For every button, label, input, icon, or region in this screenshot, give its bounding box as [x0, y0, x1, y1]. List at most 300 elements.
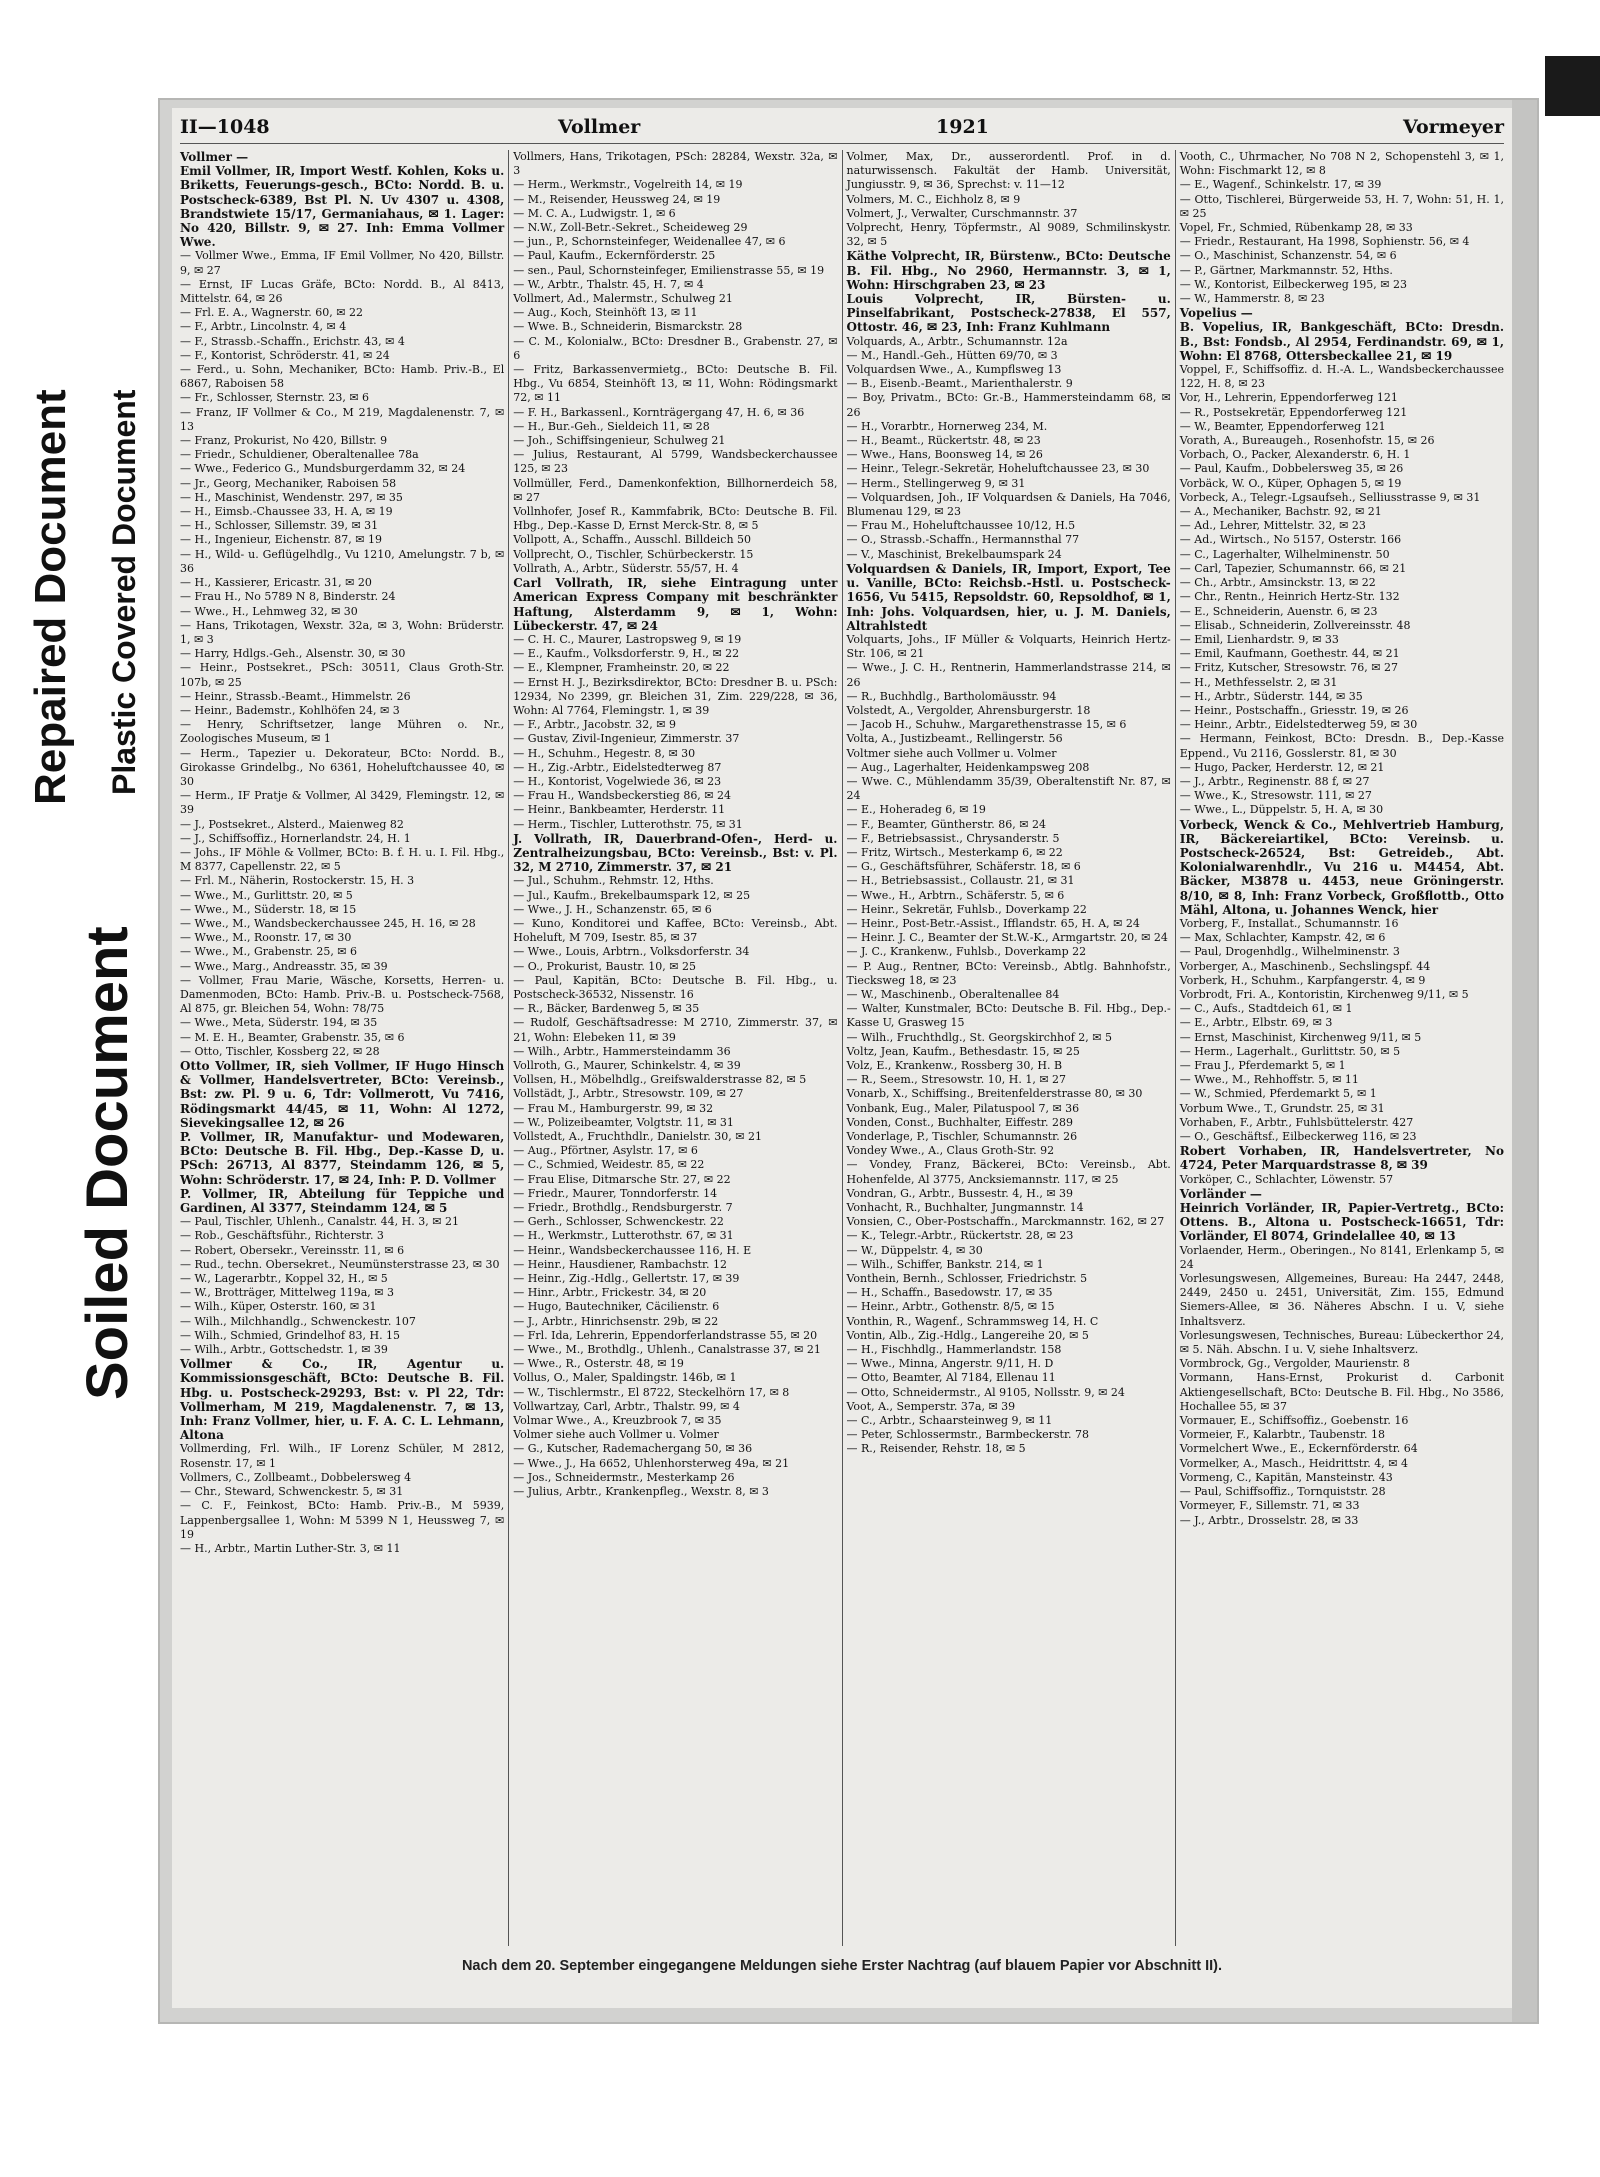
directory-entry: Volquardsen & Daniels, IR, Import, Export, Tee u. Vanille, BCto: Reichsb.-Hstl. u. Postscheck-1656, Vu 5415, Repsoldstr. 60, Repsoldhof, ✉ 1, Inh: Johs. Volquardsen, hier, u. J. M. Daniels, Altrahlstedt	[846, 561, 1171, 633]
directory-entry: — Wwe., J. H., Schanzenstr. 65, ✉ 6	[513, 902, 712, 916]
scan-dark-corner	[1545, 56, 1600, 116]
directory-entry: — B., Eisenb.-Beamt., Marienthalerstr. 9	[846, 377, 1073, 391]
directory-entry: — Ad., Wirtsch., No 5157, Osterstr. 166	[1179, 533, 1402, 547]
directory-entry: — Jacob H., Schuhw., Margarethenstrasse 15, ✉ 6	[846, 718, 1127, 732]
directory-entry: Vollwartzay, Carl, Arbtr., Thalstr. 99, ✉ 4	[513, 1399, 740, 1413]
directory-entry: — Friedr., Restaurant, Ha 1998, Sophienstr. 56, ✉ 4	[1179, 235, 1470, 249]
directory-entry: — J., Arbtr., Hinrichsenstr. 29b, ✉ 22	[513, 1314, 719, 1328]
directory-entry: — Wwe. C., Mühlendamm 35/39, Oberaltenstift Nr. 87, ✉ 24	[846, 774, 1171, 803]
directory-entry: Carl Vollrath, IR, siehe Eintragung unter American Express Company mit beschränkter Haftung, Alsterdamm 9, ✉ 1, Wohn: Lübeckerstr. 47, ✉ 24	[513, 576, 838, 633]
directory-entry: — Franz, IF Vollmer & Co., M 219, Magdalenenstr. 7, ✉ 13	[180, 405, 505, 433]
directory-entry: Vollmert, Ad., Malermstr., Schulweg 21	[513, 292, 733, 306]
directory-entry: — M., Handl.-Geh., Hütten 69/70, ✉ 3	[846, 348, 1058, 362]
directory-entry: Vorbeck, Wenck & Co., Mehlvertrieb Hamburg, IR, Bäckereiartikel, BCto: Vereinsb. u. Postscheck-26524, Bst: Getreideb., Abt. Kolonialwarenhdlr., Vu 216 u. M4454, Abt. Bäcker, M3878 u. 4453, neue Gröningerstr. 8/10, ✉ 8, Inh: Franz Vorbeck, Großflottb., Otto Mähl, Altona, u. Johannes Wenck, hier	[1179, 817, 1504, 917]
directory-entry: — Henry, Schriftsetzer, lange Mühren o. Nr., Zoologisches Museum, ✉ 1	[180, 718, 505, 746]
directory-entry: — jun., P., Schornsteinfeger, Weidenallee 47, ✉ 6	[513, 235, 786, 249]
directory-entry: Vormelker, A., Masch., Heidrittstr. 4, ✉ 4	[1179, 1456, 1408, 1470]
directory-entry: Robert Vorhaben, IR, Handelsvertreter, No 4724, Peter Marquardstrasse 8, ✉ 39	[1179, 1144, 1504, 1173]
directory-entry: Voltmer siehe auch Vollmer u. Volmer	[846, 746, 1057, 760]
directory-entry: — Franz, Prokurist, No 420, Billstr. 9	[180, 434, 388, 448]
scanned-page-frame	[158, 98, 1539, 2024]
directory-entry: — Herm., Tapezier u. Dekorateur, BCto: Nordd. B., Girokasse Grindelbg., No 6361, Hoheluftchaussee 40, ✉ 30	[180, 746, 505, 788]
directory-entry: — M. C. A., Ludwigstr. 1, ✉ 6	[513, 206, 676, 220]
directory-entry: Volz, E., Krankenw., Rossberg 30, H. B	[846, 1059, 1063, 1072]
directory-entry: — P., Gärtner, Markmannstr. 52, Hths.	[1179, 263, 1393, 277]
directory-entry: Vollmüller, Ferd., Damenkonfektion, Billhornerdeich 58, ✉ 27	[513, 476, 838, 504]
directory-entry: — W., Beamter, Eppendorferweg 121	[1179, 419, 1386, 433]
directory-entry: — Max, Schlachter, Kampstr. 42, ✉ 6	[1179, 931, 1386, 945]
directory-entry: — C., Schmied, Weidestr. 85, ✉ 22	[513, 1158, 705, 1172]
directory-entry: — Wwe., L., Düppelstr. 5, H. A, ✉ 30	[1179, 803, 1384, 817]
directory-entry: — Robert, Obersekr., Vereinsstr. 11, ✉ 6	[180, 1243, 405, 1257]
directory-entry: — R., Seem., Stresowstr. 10, H. 1, ✉ 27	[846, 1073, 1067, 1087]
directory-entry: — W., Düppelstr. 4, ✉ 30	[846, 1243, 983, 1257]
directory-column-2	[508, 150, 841, 1946]
directory-entry: — Paul, Kaufm., Dobbelersweg 35, ✉ 26	[1179, 462, 1404, 476]
directory-entry: — H., Schlosser, Sillemstr. 39, ✉ 31	[180, 519, 379, 533]
directory-entry: — Gerh., Schlosser, Schwenckestr. 22	[513, 1215, 724, 1229]
directory-entry: — H., Schuhm., Hegestr. 8, ✉ 30	[513, 746, 696, 760]
directory-entry: Volmer, Max, Dr., ausserordentl. Prof. in d. naturwissensch. Fakultät der Hamb. Universität, Jungiusstr. 9, ✉ 36, Sprechst: v. 11—12	[846, 150, 1171, 192]
directory-entry: Vormann, Hans-Ernst, Prokurist d. Carbonit Aktiengesellschaft, BCto: Deutsche B. Fil. Hbg., No 3586, Hochallee 55, ✉ 37	[1179, 1371, 1504, 1413]
directory-entry: — W., Hammerstr. 8, ✉ 23	[1179, 292, 1325, 306]
directory-entry: — W., Polizeibeamter, Volgtstr. 11, ✉ 31	[513, 1115, 734, 1129]
directory-entry: — Otto, Tischler, Kossberg 22, ✉ 28	[180, 1044, 380, 1058]
directory-entry: — Fritz, Barkassenvermietg., BCto: Deutsche B. Fil. Hbg., Vu 6854, Steinhöft 13, ✉ 11, Wohn: Rödingsmarkt 72, ✉ 11	[513, 363, 838, 405]
directory-entry: — Heinr., Hausdiener, Rambachstr. 12	[513, 1257, 728, 1271]
directory-entry: Vondran, G., Arbtr., Bussestr. 4, H., ✉ 39	[846, 1186, 1074, 1200]
directory-entry: — E., Hoheradeg 6, ✉ 19	[846, 803, 986, 817]
directory-column-1	[176, 150, 508, 1946]
directory-entry: — Otto, Schneidermstr., Al 9105, Nollsstr. 9, ✉ 24	[846, 1385, 1125, 1399]
repaired-document-label: Repaired Document	[26, 389, 75, 805]
directory-entry: — Ernst, Maschinist, Kirchenweg 9/11, ✉ 5	[1179, 1030, 1422, 1044]
directory-entry: — Wwe., J. C. H., Rentnerin, Hammerlandstrasse 214, ✉ 26	[846, 661, 1171, 689]
directory-entry: — Wilh., Schmied, Grindelhof 83, H. 15	[180, 1328, 401, 1342]
directory-entry: — Frau M., Hoheluftchaussee 10/12, H.5	[846, 519, 1076, 533]
directory-entry: Vollroth, G., Maurer, Schinkelstr. 4, ✉ 39	[513, 1059, 741, 1072]
directory-entry: — Carl, Tapezier, Schumannstr. 66, ✉ 21	[1179, 561, 1407, 575]
directory-entry: — Paul, Drogenhdlg., Wilhelminenstr. 3	[1179, 945, 1400, 959]
directory-entry: — Paul, Kapitän, BCto: Deutsche B. Fil. Hbg., u. Postscheck-36532, Nissenstr. 16	[513, 973, 838, 1001]
directory-entry: — Jos., Schneidermstr., Mesterkamp 26	[513, 1470, 735, 1484]
directory-entry: — Vollmer, Frau Marie, Wäsche, Korsetts, Herren- u. Damenmoden, BCto: Hamb. Priv.-B. u. Postscheck-7568, Al 875, gr. Bleichen 54, Wohn: 78/75	[180, 973, 505, 1016]
directory-entry: — Emil, Kaufmann, Goethestr. 44, ✉ 21	[1179, 647, 1400, 661]
directory-entry: — Heinr., Arbtr., Eidelstedterweg 59, ✉ 30	[1179, 718, 1418, 732]
directory-entry: — F., Kontorist, Schröderstr. 41, ✉ 24	[180, 348, 390, 362]
directory-entry: — Paul, Tischler, Uhlenh., Canalstr. 44, H. 3, ✉ 21	[180, 1215, 459, 1229]
directory-entry: — H., Vorarbtr., Hornerweg 234, M.	[846, 419, 1048, 433]
directory-entry: — G., Geschäftsführer, Schäferstr. 18, ✉ 6	[846, 860, 1081, 874]
directory-entry: Vollstedt, A., Fruchthdlr., Danielstr. 30, ✉ 21	[513, 1130, 762, 1144]
directory-entry: Vonbank, Eug., Maler, Pilatuspool 7, ✉ 36	[846, 1101, 1080, 1115]
directory-entry: — Peter, Schlossermstr., Barmbeckerstr. 78	[846, 1428, 1089, 1442]
directory-entry: — H., Ingenieur, Eichenstr. 87, ✉ 19	[180, 533, 382, 547]
directory-entry: — G., Kutscher, Rademachergang 50, ✉ 36	[513, 1442, 753, 1456]
directory-entry: Vorlaender, Herm., Oberingen., No 8141, Erlenkamp 5, ✉ 24	[1179, 1243, 1504, 1271]
directory-entry: Vorländer —	[1179, 1186, 1262, 1201]
directory-entry: Vondey Wwe., A., Claus Groth-Str. 92	[846, 1144, 1055, 1158]
directory-entry: — J., Arbtr., Reginenstr. 88 f, ✉ 27	[1179, 774, 1370, 788]
directory-entry: Vormeier, F., Kalarbtr., Taubenstr. 18	[1179, 1428, 1385, 1442]
directory-entry: Vorlesungswesen, Technisches, Bureau: Lübeckerthor 24, ✉ 5. Näh. Abschn. I u. V, siehe Inhaltsverz.	[1179, 1328, 1504, 1357]
plastic-covered-label: Plastic Covered Document	[106, 389, 142, 795]
directory-entry: Vorbrodt, Fri. A., Kontoristin, Kirchenweg 9/11, ✉ 5	[1179, 987, 1469, 1001]
directory-entry: — F., Strassb.-Schaffn., Erichstr. 43, ✉ 4	[180, 334, 405, 348]
directory-entry: — Wwe., K., Stresowstr. 111, ✉ 27	[1179, 789, 1372, 803]
directory-entry: — Walter, Kunstmaler, BCto: Deutsche B. Fil. Hbg., Dep.-Kasse U, Grasweg 15	[846, 1002, 1171, 1030]
directory-entry: — Rudolf, Geschäftsadresse: M 2710, Zimmerstr. 37, ✉ 21, Wohn: Elebeken 11, ✉ 39	[513, 1016, 838, 1044]
directory-entry: — Frau H., No 5789 N 8, Binderstr. 24	[180, 590, 396, 604]
directory-entry: Volstedt, A., Vergolder, Ahrensburgerstr. 18	[846, 703, 1091, 717]
directory-entry: Vollsen, H., Möbelhdlg., Greifswalderstrasse 82, ✉ 5	[513, 1073, 807, 1087]
directory-entry: — Rob., Geschäftsführ., Richterstr. 3	[180, 1229, 384, 1243]
directory-columns	[176, 150, 1508, 1946]
directory-entry: — J., Arbtr., Drosselstr. 28, ✉ 33	[1179, 1513, 1359, 1527]
directory-entry: — F., Arbtr., Lincolnstr. 4, ✉ 4	[180, 320, 347, 334]
directory-entry: — R., Postsekretär, Eppendorferweg 121	[1179, 405, 1408, 419]
directory-entry: — Wwe. B., Schneiderin, Bismarckstr. 28	[513, 320, 743, 334]
directory-entry: — Herm., Werkmstr., Vogelreith 14, ✉ 19	[513, 178, 743, 192]
directory-entry: — O., Strassb.-Schaffn., Hermannsthal 77	[846, 533, 1080, 547]
directory-entry: — H., Kassierer, Ericastr. 31, ✉ 20	[180, 576, 372, 590]
directory-entry: — Wwe., Marg., Andreasstr. 35, ✉ 39	[180, 959, 388, 973]
directory-entry: — Frau Elise, Ditmarsche Str. 27, ✉ 22	[513, 1172, 731, 1186]
directory-entry: — Otto, Tischlerei, Bürgerweide 53, H. 7, Wohn: 51, H. 1, ✉ 25	[1179, 192, 1504, 220]
directory-entry: Vorbeck, A., Telegr.-Lgsaufseh., Selliusstrasse 9, ✉ 31	[1179, 490, 1481, 504]
directory-entry: — F., Betriebsassist., Chrysanderstr. 5	[846, 831, 1060, 845]
directory-entry: — Heinr., Zig.-Hdlg., Gellertstr. 17, ✉ 39	[513, 1272, 740, 1286]
directory-entry: — J., Postsekret., Alsterd., Maienweg 82	[180, 817, 404, 831]
directory-entry: — Emil, Lienhardstr. 9, ✉ 33	[1179, 632, 1339, 646]
directory-entry: — Herm., Stellingerweg 9, ✉ 31	[846, 476, 1026, 490]
directory-entry: — Heinr., Telegr.-Sekretär, Hoheluftchaussee 23, ✉ 30	[846, 462, 1150, 476]
directory-entry: Vorbum Wwe., T., Grundstr. 25, ✉ 31	[1179, 1101, 1385, 1115]
directory-entry: Volmar Wwe., A., Kreuzbrook 7, ✉ 35	[513, 1414, 722, 1428]
directory-entry: — Chr., Rentn., Heinrich Hertz-Str. 132	[1179, 590, 1400, 604]
directory-entry: — A., Mechaniker, Bachstr. 92, ✉ 21	[1179, 505, 1382, 519]
directory-column-3	[842, 150, 1175, 1946]
directory-entry: — Heinr. J. C., Beamter der St.W.-K., Armgartstr. 20, ✉ 24	[846, 931, 1168, 945]
directory-entry: Voppel, F., Schiffsoffiz. d. H.-A. L., Wandsbeckerchaussee 122, H. 8, ✉ 23	[1179, 363, 1504, 391]
directory-entry: — C., Arbtr., Schaarsteinweg 9, ✉ 11	[846, 1414, 1053, 1428]
directory-entry: — Frl. M., Näherin, Rostockerstr. 15, H. 3	[180, 874, 415, 888]
directory-entry: — C., Aufs., Stadtdeich 61, ✉ 1	[1179, 1002, 1353, 1016]
header-year: 1921	[936, 116, 989, 138]
directory-entry: Vopel, Fr., Schmied, Rübenkamp 28, ✉ 33	[1179, 221, 1413, 235]
directory-entry: P. Vollmer, IR, Abteilung für Teppiche und Gardinen, Al 3377, Steindamm 124, ✉ 5	[180, 1186, 505, 1216]
soiled-document-label: Soiled Document	[75, 926, 140, 1400]
directory-entry: — H., Beamt., Rückertstr. 48, ✉ 23	[846, 434, 1041, 448]
directory-entry: — Heinr., Postsekret., PSch: 30511, Claus Groth-Str. 107b, ✉ 25	[180, 661, 505, 689]
directory-entry: — H., Eimsb.-Chaussee 33, H. A, ✉ 19	[180, 505, 393, 519]
directory-entry: Volquardsen Wwe., A., Kumpflsweg 13	[846, 363, 1062, 377]
directory-entry: — Johs., IF Möhle & Vollmer, BCto: B. f. H. u. I. Fil. Hbg., M 8377, Capellenstr. 22, ✉ 5	[180, 845, 505, 874]
directory-entry: Vollus, O., Maler, Spaldingstr. 146b, ✉ 1	[513, 1371, 737, 1385]
directory-entry: — W., Brotträger, Mittelweg 119a, ✉ 3	[180, 1286, 394, 1300]
next-page-edge	[1512, 100, 1537, 2022]
directory-entry: — Wwe., J., Ha 6652, Uhlenhorsterweg 49a, ✉ 21	[513, 1456, 790, 1470]
directory-entry: Vonarb, X., Schiffsing., Breitenfelderstrasse 80, ✉ 30	[846, 1087, 1143, 1101]
directory-entry: — H., Kontorist, Vogelwiede 36, ✉ 23	[513, 774, 722, 788]
directory-entry: Vonderlage, P., Tischler, Schumannstr. 26	[846, 1130, 1078, 1144]
directory-entry: — W., Schmied, Pferdemarkt 5, ✉ 1	[1179, 1087, 1377, 1101]
directory-entry: Vollmer & Co., IR, Agentur u. Kommissionsgeschäft, BCto: Deutsche B. Fil. Hbg. u. Postscheck-29293, Bst: v. Pl 22, Tdr: Vollmerham, M 219, Magdalenenstr. 7, ✉ 13, Inh: Franz Vollmer, hier, u. F. A. C. L. Lehmann, Altona	[180, 1357, 505, 1443]
directory-entry: Vollstädt, J., Arbtr., Stresowstr. 109, ✉ 27	[513, 1087, 744, 1101]
directory-entry: — F., Beamter, Güntherstr. 86, ✉ 24	[846, 817, 1046, 831]
directory-entry: Emil Vollmer, IR, Import Westf. Kohlen, Koks u. Briketts, Feuerungs-gesch., BCto: Nordd. B. u. Postscheck-6389, Bst Pl. N. Uv 4307 u. 4308, Brandstwiete 15/17, Germaniahaus, ✉ 1. Lager: No 420, Billstr. 9, ✉ 27. Inh: Emma Vollmer Wwe.	[180, 164, 505, 250]
directory-entry: Voot, A., Semperstr. 37a, ✉ 39	[846, 1399, 1016, 1413]
directory-entry: — Gustav, Zivil-Ingenieur, Zimmerstr. 37	[513, 732, 740, 746]
directory-entry: — C. H. C., Maurer, Lastropsweg 9, ✉ 19	[513, 632, 742, 646]
footer-note: Nach dem 20. September eingegangene Meldungen siehe Erster Nachtrag (auf blauem Papier vor Abschnitt II).	[461, 1958, 1223, 1974]
directory-entry: — Wwe., Meta, Süderstr. 194, ✉ 35	[180, 1016, 378, 1030]
directory-entry: — Wwe., M., Grabenstr. 25, ✉ 6	[180, 945, 358, 959]
directory-entry: — Vollmer Wwe., Emma, IF Emil Vollmer, No 420, Billstr. 9, ✉ 27	[180, 249, 505, 277]
directory-entry: — Wilh., Milchhandlg., Schwenckestr. 107	[180, 1314, 416, 1328]
directory-entry: — Wwe., Louis, Arbtrn., Volksdorferstr. 34	[513, 945, 750, 959]
directory-entry: Volmert, J., Verwalter, Curschmannstr. 37	[846, 206, 1078, 220]
directory-entry: — Aug., Pförtner, Asylstr. 17, ✉ 6	[513, 1144, 698, 1158]
directory-entry: — Hinr., Arbtr., Frickestr. 34, ✉ 20	[513, 1286, 707, 1300]
directory-entry: Vollpott, A., Schaffn., Ausschl. Billdeich 50	[513, 533, 752, 547]
directory-entry: Vollmers, C., Zollbeamt., Dobbelersweg 4	[180, 1470, 412, 1484]
directory-entry: Otto Vollmer, IR, sieh Vollmer, IF Hugo Hinsch & Vollmer, Handelsvertreter, BCto: Vereinsb., Bst: zw. Pl. 9 u. 6, Tdr: Vollmerott, Vu 7416, Rödingsmarkt 44/45, ✉ 11, Wohn: Al 1272, Sievekingsallee 12, ✉ 26	[180, 1059, 505, 1130]
directory-entry: — Fr., Schlosser, Sternstr. 23, ✉ 6	[180, 391, 370, 405]
directory-entry: Volmer siehe auch Vollmer u. Volmer	[513, 1428, 719, 1442]
directory-entry: — Wilh., Arbtr., Gottschedstr. 1, ✉ 39	[180, 1343, 388, 1357]
directory-entry: — Friedr., Maurer, Tonndorferstr. 14	[513, 1186, 718, 1200]
directory-entry: — Fritz, Kutscher, Stresowstr. 76, ✉ 27	[1179, 661, 1399, 675]
directory-entry: Vorlesungswesen, Allgemeines, Bureau: Ha 2447, 2448, 2449, 2450 u. 2451, Universität, Zim. 155, Edmund Siemers-Allee, ✉ 36. Näheres Abschn. I u. V, siehe Inhaltsverz.	[1179, 1272, 1504, 1328]
directory-entry: — Heinr., Postschaffn., Griesstr. 19, ✉ 26	[1179, 703, 1409, 717]
directory-entry: — W., Maschinenb., Oberaltenallee 84	[846, 987, 1060, 1001]
directory-entry: Vollprecht, O., Tischler, Schürbeckerstr. 15	[513, 547, 754, 561]
directory-entry: — Ferd., u. Sohn, Mechaniker, BCto: Hamb. Priv.-B., El 6867, Raboisen 58	[180, 363, 505, 391]
directory-entry: — Harry, Hdlgs.-Geh., Alsenstr. 30, ✉ 30	[180, 647, 406, 661]
directory-entry: — Heinr., Bankbeamter, Herderstr. 11	[513, 803, 726, 817]
directory-entry: — Herm., Lagerhalt., Gurlittstr. 50, ✉ 5	[1179, 1044, 1401, 1058]
directory-entry: — Ernst, IF Lucas Gräfe, BCto: Nordd. B., Al 8413, Mittelstr. 64, ✉ 26	[180, 277, 505, 306]
directory-entry: Vonthin, R., Wagenf., Schrammsweg 14, H. C	[846, 1314, 1099, 1328]
directory-entry: — Ad., Lehrer, Mittelstr. 32, ✉ 23	[1179, 519, 1366, 533]
directory-entry: Vorbäck, W. O., Küper, Ophagen 5, ✉ 19	[1179, 476, 1402, 490]
directory-entry: Vorberg, F., Installat., Schumannstr. 16	[1179, 916, 1399, 930]
directory-entry: Vorberger, A., Maschinenb., Sechslingspf. 44	[1179, 959, 1431, 973]
directory-entry: Volmers, M. C., Eichholz 8, ✉ 9	[846, 192, 1021, 206]
directory-entry: Vontin, Alb., Zig.-Hdlg., Langereihe 20, ✉ 5	[846, 1328, 1089, 1342]
directory-entry: — W., Lagerarbtr., Koppel 32, H., ✉ 5	[180, 1272, 388, 1286]
directory-entry: — H., Zig.-Arbtr., Eidelstedterweg 87	[513, 760, 722, 774]
directory-entry: B. Vopelius, IR, Bankgeschäft, BCto: Dresdn. B., Bst: Fondsb., Al 2954, Ferdinandstr. 69, ✉ 1, Wohn: El 8768, Ottersbeckallee 21, ✉ 19	[1179, 320, 1504, 363]
directory-entry: — H., Werkmstr., Lutterothstr. 67, ✉ 31	[513, 1229, 734, 1243]
directory-entry: Vopelius —	[1179, 306, 1253, 321]
directory-entry: — Heinr., Post-Betr.-Assist., Ifflandstr. 65, H. A, ✉ 24	[846, 916, 1140, 930]
directory-entry: Vollmer —	[180, 150, 249, 164]
directory-entry: — Paul, Schiffsoffiz., Tornquiststr. 28	[1179, 1485, 1386, 1499]
directory-entry: Volprecht, Henry, Töpfermstr., Al 9089, Schmilinskystr. 32, ✉ 5	[846, 221, 1171, 249]
directory-entry: Vonthein, Bernh., Schlosser, Friedrichstr. 5	[846, 1272, 1088, 1286]
directory-entry: — C. M., Kolonialw., BCto: Dresdner B., Grabenstr. 27, ✉ 6	[513, 334, 838, 362]
directory-entry: Vollmers, Hans, Trikotagen, PSch: 28284, Wexstr. 32a, ✉ 3	[513, 150, 838, 178]
directory-entry: — Wwe., Minna, Angerstr. 9/11, H. D	[846, 1357, 1054, 1371]
directory-entry: — M. E. H., Beamter, Grabenstr. 35, ✉ 6	[180, 1030, 405, 1044]
directory-entry: — H., Maschinist, Wendenstr. 297, ✉ 35	[180, 490, 403, 504]
directory-entry: — Wwe., M., Roonstr. 17, ✉ 30	[180, 931, 352, 945]
directory-entry: Heinrich Vorländer, IR, Papier-Vertretg., BCto: Ottens. B., Altona u. Postscheck-16651, Tdr: Vorländer, El 8074, Grindelallee 40, ✉ 13	[1179, 1201, 1504, 1244]
directory-entry: — J. C., Krankenw., Fuhlsb., Doverkamp 22	[846, 945, 1087, 959]
directory-entry: — Wwe., M., Wandsbeckerchaussee 245, H. 16, ✉ 28	[180, 916, 476, 930]
directory-entry: — E., Wagenf., Schinkelstr. 17, ✉ 39	[1179, 178, 1382, 192]
directory-entry: Voltz, Jean, Kaufm., Bethesdastr. 15, ✉ 25	[846, 1044, 1080, 1058]
directory-entry: — Hans, Trikotagen, Wexstr. 32a, ✉ 3, Wohn: Brüderstr. 1, ✉ 3	[180, 618, 505, 646]
page-number: II—1048	[180, 116, 270, 138]
directory-entry: — Kuno, Konditorei und Kaffee, BCto: Vereinsb., Abt. Hoheluft, M 709, Isestr. 85, ✉ 37	[513, 916, 838, 945]
directory-entry: — H., Arbtr., Martin Luther-Str. 3, ✉ 11	[180, 1541, 401, 1555]
directory-entry: Vorköper, C., Schlachter, Löwenstr. 57	[1179, 1172, 1394, 1186]
directory-entry: — Volquardsen, Joh., IF Volquardsen & Daniels, Ha 7046, Blumenau 129, ✉ 23	[846, 490, 1171, 519]
directory-entry: Vonhacht, R., Buchhalter, Jungmannstr. 14	[846, 1201, 1084, 1215]
directory-entry: — Wwe., M., Rehhoffstr. 5, ✉ 11	[1179, 1073, 1359, 1087]
directory-entry: — H., Fischhdlg., Hammerlandstr. 158	[846, 1343, 1062, 1357]
directory-entry: — Wwe., M., Gurlittstr. 20, ✉ 5	[180, 888, 353, 902]
directory-entry: — Julius, Arbtr., Krankenpfleg., Wexstr. 8, ✉ 3	[513, 1485, 769, 1499]
directory-entry: Vor, H., Lehrerin, Eppendorferweg 121	[1179, 391, 1398, 405]
directory-entry: — Heinr., Bademstr., Kohlhöfen 24, ✉ 3	[180, 703, 400, 717]
directory-entry: — Aug., Koch, Steinhöft 13, ✉ 11	[513, 306, 698, 320]
directory-entry: — Julius, Restaurant, Al 5799, Wandsbeckerchaussee 125, ✉ 23	[513, 448, 838, 476]
directory-entry: — W., Kontorist, Eilbeckerweg 195, ✉ 23	[1179, 277, 1408, 291]
directory-entry: — H., Schaffn., Basedowstr. 17, ✉ 35	[846, 1286, 1053, 1300]
directory-entry: Vormeyer, F., Sillemstr. 71, ✉ 33	[1179, 1499, 1360, 1513]
page-header	[180, 116, 1504, 144]
directory-entry: — J., Schiffsoffiz., Hornerlandstr. 24, H. 1	[180, 831, 411, 845]
directory-entry: — C., Lagerhalter, Wilhelminenstr. 50	[1179, 547, 1390, 561]
directory-entry: — K., Telegr.-Arbtr., Rückertstr. 28, ✉ 23	[846, 1229, 1074, 1243]
directory-entry: — Jul., Schuhm., Rehmstr. 12, Hths.	[513, 874, 714, 888]
directory-entry: — W., Arbtr., Thalstr. 45, H. 7, ✉ 4	[513, 277, 704, 291]
directory-column-4	[1175, 150, 1508, 1946]
directory-entry: Vollrath, A., Arbtr., Süderstr. 55/57, H. 4	[513, 561, 739, 575]
directory-entry: — E., Kaufm., Volksdorferstr. 9, H., ✉ 22	[513, 647, 740, 661]
directory-entry: — Frl. E. A., Wagnerstr. 60, ✉ 22	[180, 306, 363, 320]
directory-entry: — Frau J., Pferdemarkt 5, ✉ 1	[1179, 1059, 1346, 1072]
directory-entry: — Chr., Steward, Schwenckestr. 5, ✉ 31	[180, 1485, 404, 1499]
directory-entry: — C. F., Feinkost, BCto: Hamb. Priv.-B., M 5939, Lappenbergsallee 1, Wohn: M 5399 N 1, Heussweg 7, ✉ 19	[180, 1499, 505, 1541]
directory-entry: — O., Maschinist, Schanzenstr. 54, ✉ 6	[1179, 249, 1397, 263]
directory-entry: Vorhaben, F., Arbtr., Fuhlsbüttelerstr. 427	[1179, 1115, 1414, 1129]
directory-entry: — sen., Paul, Schornsteinfeger, Emilienstrasse 55, ✉ 19	[513, 263, 825, 277]
directory-entry: Vonsien, C., Ober-Postschaffn., Marckmannstr. 162, ✉ 27	[846, 1215, 1165, 1229]
directory-entry: Vorberk, H., Schuhm., Karpfangerstr. 4, ✉ 9	[1179, 973, 1426, 987]
directory-entry: — F., Arbtr., Jacobstr. 32, ✉ 9	[513, 718, 676, 732]
directory-entry: — R., Reisender, Rehstr. 18, ✉ 5	[846, 1442, 1026, 1456]
directory-entry: — Fritz, Wirtsch., Mesterkamp 6, ✉ 22	[846, 845, 1063, 859]
directory-entry: — Vondey, Franz, Bäckerei, BCto: Vereinsb., Abt. Hohenfelde, Al 3775, Ancksiemannstr. 117, ✉ 25	[846, 1158, 1171, 1186]
directory-entry: Vormelchert Wwe., E., Eckernförderstr. 64	[1179, 1442, 1418, 1456]
directory-entry: P. Vollmer, IR, Manufaktur- und Modewaren, BCto: Deutsche B. Fil. Hbg., Dep.-Kasse D, u. PSch: 26713, Al 8377, Steindamm 126, ✉ 5, Wohn: Schröderstr. 17, ✉ 24, Inh: P. D. Vollmer	[180, 1130, 505, 1187]
directory-entry: — P. Aug., Rentner, BCto: Vereinsb., Abtlg. Bahnhofstr., Tiecksweg 18, ✉ 23	[846, 959, 1171, 987]
directory-entry: — Heinr., Wandsbeckerchaussee 116, H. E	[513, 1243, 752, 1257]
directory-entry: — Jul., Kaufm., Brekelbaumspark 12, ✉ 25	[513, 888, 751, 902]
directory-entry: — H., Methfesselstr. 2, ✉ 31	[1179, 675, 1338, 689]
directory-entry: — Wwe., H., Lehmweg 32, ✉ 30	[180, 604, 358, 618]
header-from-name: Vollmer	[558, 116, 641, 138]
directory-entry: Vonden, Const., Buchhalter, Eiffestr. 289	[846, 1115, 1073, 1129]
directory-entry: — Wwe., M., Brothdlg., Uhlenh., Canalstrasse 37, ✉ 21	[513, 1343, 821, 1357]
directory-entry: — O., Prokurist, Baustr. 10, ✉ 25	[513, 959, 697, 973]
directory-entry: — Wwe., R., Osterstr. 48, ✉ 19	[513, 1357, 684, 1371]
directory-entry: — Wilh., Fruchthdlg., St. Georgskirchhof 2, ✉ 5	[846, 1030, 1113, 1044]
directory-entry: — Paul, Kaufm., Eckernförderstr. 25	[513, 249, 716, 263]
directory-entry: — H., Bur.-Geh., Sieldeich 11, ✉ 28	[513, 419, 710, 433]
directory-entry: — M., Reisender, Heussweg 24, ✉ 19	[513, 192, 721, 206]
directory-entry: — Wwe., M., Süderstr. 18, ✉ 15	[180, 902, 357, 916]
directory-entry: Vorath, A., Bureaugeh., Rosenhofstr. 15, ✉ 26	[1179, 434, 1435, 448]
directory-entry: — E., Schneiderin, Auenstr. 6, ✉ 23	[1179, 604, 1378, 618]
directory-entry: — Hermann, Feinkost, BCto: Dresdn. B., Dep.-Kasse Eppend., Vu 2116, Gosslerstr. 81, ✉ 30	[1179, 732, 1504, 760]
directory-entry: — R., Buchhdlg., Bartholomäusstr. 94	[846, 689, 1057, 703]
directory-entry: — Ernst H. J., Bezirksdirektor, BCto: Dresdner B. u. PSch: 12934, No 2399, gr. Bleichen 31, Zim. 229/228, ✉ 36, Wohn: Al 7764, Flemingstr. 1, ✉ 39	[513, 675, 838, 717]
directory-entry: — Heinr., Arbtr., Gothenstr. 8/5, ✉ 15	[846, 1300, 1055, 1314]
directory-entry: — Herm., IF Pratje & Vollmer, Al 3429, Flemingstr. 12, ✉ 39	[180, 789, 505, 817]
directory-entry: — Hugo, Packer, Herderstr. 12, ✉ 21	[1179, 760, 1385, 774]
directory-entry: — N.W., Zoll-Betr.-Sekret., Scheideweg 29	[513, 221, 748, 235]
directory-entry: — Friedr., Brothdlg., Rendsburgerstr. 7	[513, 1201, 733, 1215]
directory-entry: — O., Geschäftsf., Eilbeckerweg 116, ✉ 23	[1179, 1130, 1417, 1144]
directory-entry: — Ch., Arbtr., Amsinckstr. 13, ✉ 22	[1179, 576, 1376, 590]
directory-entry: — H., Betriebsassist., Collaustr. 21, ✉ 31	[846, 874, 1075, 888]
directory-entry: — Boy, Privatm., BCto: Gr.-B., Hammersteindamm 68, ✉ 26	[846, 391, 1171, 419]
directory-entry: — R., Bäcker, Bardenweg 5, ✉ 35	[513, 1002, 700, 1016]
directory-entry: — V., Maschinist, Brekelbaumspark 24	[846, 547, 1062, 561]
directory-entry: — Wwe., H., Arbtrn., Schäferstr. 5, ✉ 6	[846, 888, 1065, 902]
directory-entry: — Frl. Ida, Lehrerin, Eppendorferlandstrasse 55, ✉ 20	[513, 1328, 818, 1342]
directory-entry: — Elisab., Schneiderin, Zollvereinsstr. 48	[1179, 618, 1411, 632]
directory-entry: — Wilh., Schiffer, Bankstr. 214, ✉ 1	[846, 1257, 1044, 1271]
directory-entry: — Frau M., Hamburgerstr. 99, ✉ 32	[513, 1101, 714, 1115]
directory-entry: J. Vollrath, IR, Dauerbrand-Ofen-, Herd- u. Zentralheizungsbau, BCto: Vereinsb., Bst: v. Pl. 32, M 2710, Zimmerstr. 37, ✉ 21	[513, 831, 838, 875]
directory-entry: Volquards, A., Arbtr., Schumannstr. 12a	[846, 334, 1068, 348]
directory-entry: — Joh., Schiffsingenieur, Schulweg 21	[513, 434, 726, 448]
directory-entry: — E., Arbtr., Elbstr. 69, ✉ 3	[1179, 1016, 1333, 1030]
directory-entry: Vormeng, C., Kapitän, Mansteinstr. 43	[1179, 1470, 1393, 1484]
header-to-name: Vormeyer	[1402, 116, 1504, 138]
directory-entry: — Friedr., Schuldiener, Oberaltenallee 78a	[180, 448, 419, 462]
directory-entry: Volquarts, Johs., IF Müller & Volquarts, Heinrich Hertz-Str. 106, ✉ 21	[846, 632, 1171, 661]
directory-entry: — Jr., Georg, Mechaniker, Raboisen 58	[180, 476, 397, 490]
directory-entry: Louis Volprecht, IR, Bürsten- u. Pinselfabrikant, Postscheck-27838, El 557, Ottostr. 46, ✉ 23, Inh: Franz Kuhlmann	[846, 292, 1171, 335]
directory-entry: — Herm., Tischler, Lutterothstr. 75, ✉ 31	[513, 817, 743, 831]
directory-entry: Vollmerding, Frl. Wilh., IF Lorenz Schüler, M 2812, Rosenstr. 17, ✉ 1	[180, 1442, 505, 1470]
directory-entry: — E., Klempner, Framheinstr. 20, ✉ 22	[513, 661, 730, 675]
directory-entry: Vooth, C., Uhrmacher, No 708 N 2, Schopenstehl 3, ✉ 1, Wohn: Fischmarkt 12, ✉ 8	[1179, 150, 1504, 178]
directory-entry: Käthe Volprecht, IR, Bürstenw., BCto: Deutsche B. Fil. Hbg., No 2960, Hermannstr. 3, ✉ 1, Wohn: Hirschgraben 23, ✉ 23	[846, 249, 1171, 292]
directory-entry: — W., Tischlermstr., El 8722, Steckelhörn 17, ✉ 8	[513, 1385, 790, 1399]
directory-entry: — Rud., techn. Obersekret., Neumünsterstrasse 23, ✉ 30	[180, 1257, 500, 1271]
directory-entry: — F. H., Barkassenl., Kornträgergang 47, H. 6, ✉ 36	[513, 405, 805, 419]
directory-entry: Vormbrock, Gg., Vergolder, Maurienstr. 8	[1179, 1357, 1410, 1371]
directory-entry: — Heinr., Strassb.-Beamt., Himmelstr. 26	[180, 689, 411, 703]
directory-entry: Vormauer, E., Schiffsoffiz., Goebenstr. 16	[1179, 1414, 1409, 1428]
directory-entry: — Wwe., Hans, Boonsweg 14, ✉ 26	[846, 448, 1043, 462]
directory-entry: — Wwe., Federico G., Mundsburgerdamm 32, ✉ 24	[180, 462, 466, 476]
directory-entry: — Frau H., Wandsbeckerstieg 86, ✉ 24	[513, 789, 732, 803]
directory-entry: Volta, A., Justizbeamt., Rellingerstr. 56	[846, 732, 1063, 746]
directory-entry: — Wilh., Küper, Osterstr. 160, ✉ 31	[180, 1300, 377, 1314]
directory-entry: — Otto, Beamter, Al 7184, Ellenau 11	[846, 1371, 1056, 1385]
directory-entry: — Hugo, Bautechniker, Cäcilienstr. 6	[513, 1300, 720, 1314]
